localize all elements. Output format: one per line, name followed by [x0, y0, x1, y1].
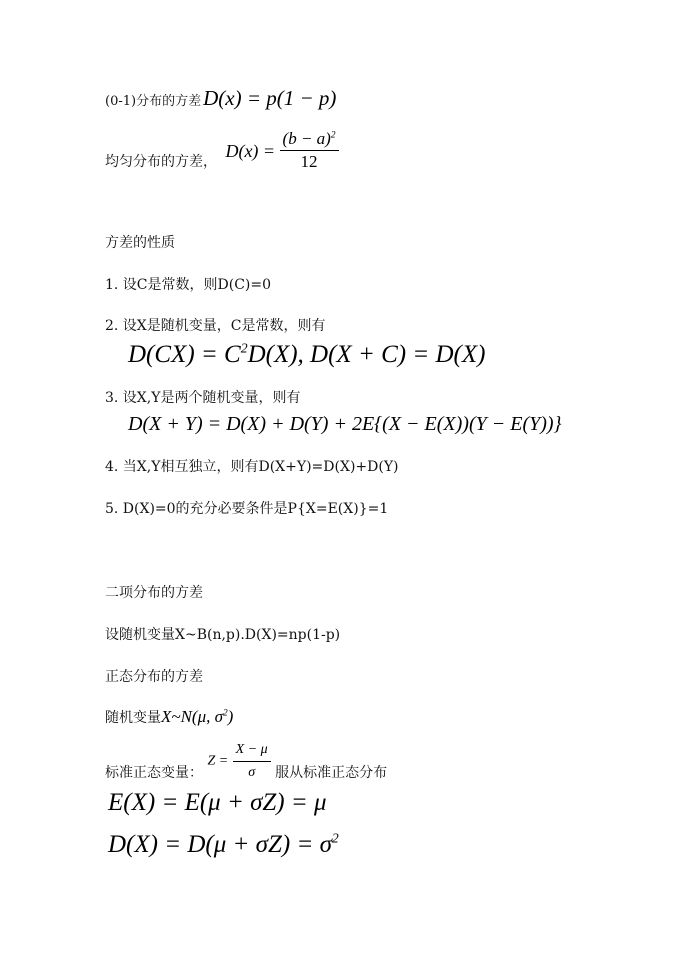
binomial-text: 设随机变量X~B(n,p).D(X)=np(1-p): [105, 627, 341, 643]
expectation-formula: E(X) = E(μ + σZ) = μ: [108, 789, 327, 816]
normal-title: 正态分布的方差: [105, 669, 203, 685]
variance-formula-line: [108, 829, 339, 861]
property-2: 2. 设X是随机变量，C是常数，则有: [105, 318, 326, 334]
uniform-fraction: [280, 129, 339, 172]
normal-formula-exp: 2: [223, 708, 228, 719]
uniform-label: 均匀分布的方差，: [105, 154, 217, 170]
property-2-formula-b: D(X), D(X + C) = D(X): [247, 341, 486, 368]
property-5: 5. D(X)=0的充分必要条件是P{X=E(X)}=1: [105, 501, 389, 517]
uniform-numerator: (b − a): [282, 129, 331, 148]
property-4: 4. 当X,Y相互独立，则有D(X+Y)=D(X)+D(Y): [105, 459, 399, 475]
standard-normal-lhs: Z =: [207, 753, 229, 769]
property-3-formula: D(X + Y) = D(X) + D(Y) + 2E{(X − E(X))(Y − E(Y))}: [128, 413, 562, 435]
bernoulli-variance-line: [105, 88, 336, 112]
property-2-formula-exp: 2: [240, 340, 248, 356]
standard-normal-fraction: [233, 740, 271, 783]
bernoulli-formula: D(x) = p(1 − p): [203, 86, 337, 110]
uniform-numerator-exp: 2: [330, 130, 336, 141]
normal-formula-body: X~N(μ, σ: [161, 707, 223, 726]
uniform-lhs: D(x) =: [225, 140, 276, 161]
bernoulli-label: (0-1)分布的方差: [105, 94, 202, 109]
variance-formula: D(X) = D(μ + σZ) = σ: [108, 831, 332, 858]
uniform-variance-line: [105, 126, 339, 172]
normal-formula-end: ): [227, 707, 234, 726]
standard-normal-numerator: X − μ: [233, 740, 271, 762]
property-3: 3. 设X,Y是两个随机变量，则有: [105, 390, 301, 406]
properties-title: 方差的性质: [105, 235, 175, 251]
property-2-formula: [128, 340, 485, 370]
standard-normal-suffix: 服从标准正态分布: [275, 765, 388, 781]
property-2-formula-a: D(CX) = C: [128, 341, 241, 368]
normal-text-line: [105, 704, 233, 731]
normal-formula: [161, 707, 233, 726]
standard-normal-denominator: σ: [248, 765, 256, 780]
standard-normal-label: 标准正态变量：: [105, 765, 203, 781]
normal-label: 随机变量: [105, 710, 161, 726]
property-1: 1. 设C是常数，则D(C)=0: [105, 277, 272, 293]
variance-formula-exp: 2: [331, 830, 339, 846]
uniform-denominator: 12: [300, 152, 318, 171]
standard-normal-line: [105, 740, 387, 782]
binomial-title: 二项分布的方差: [105, 585, 203, 601]
